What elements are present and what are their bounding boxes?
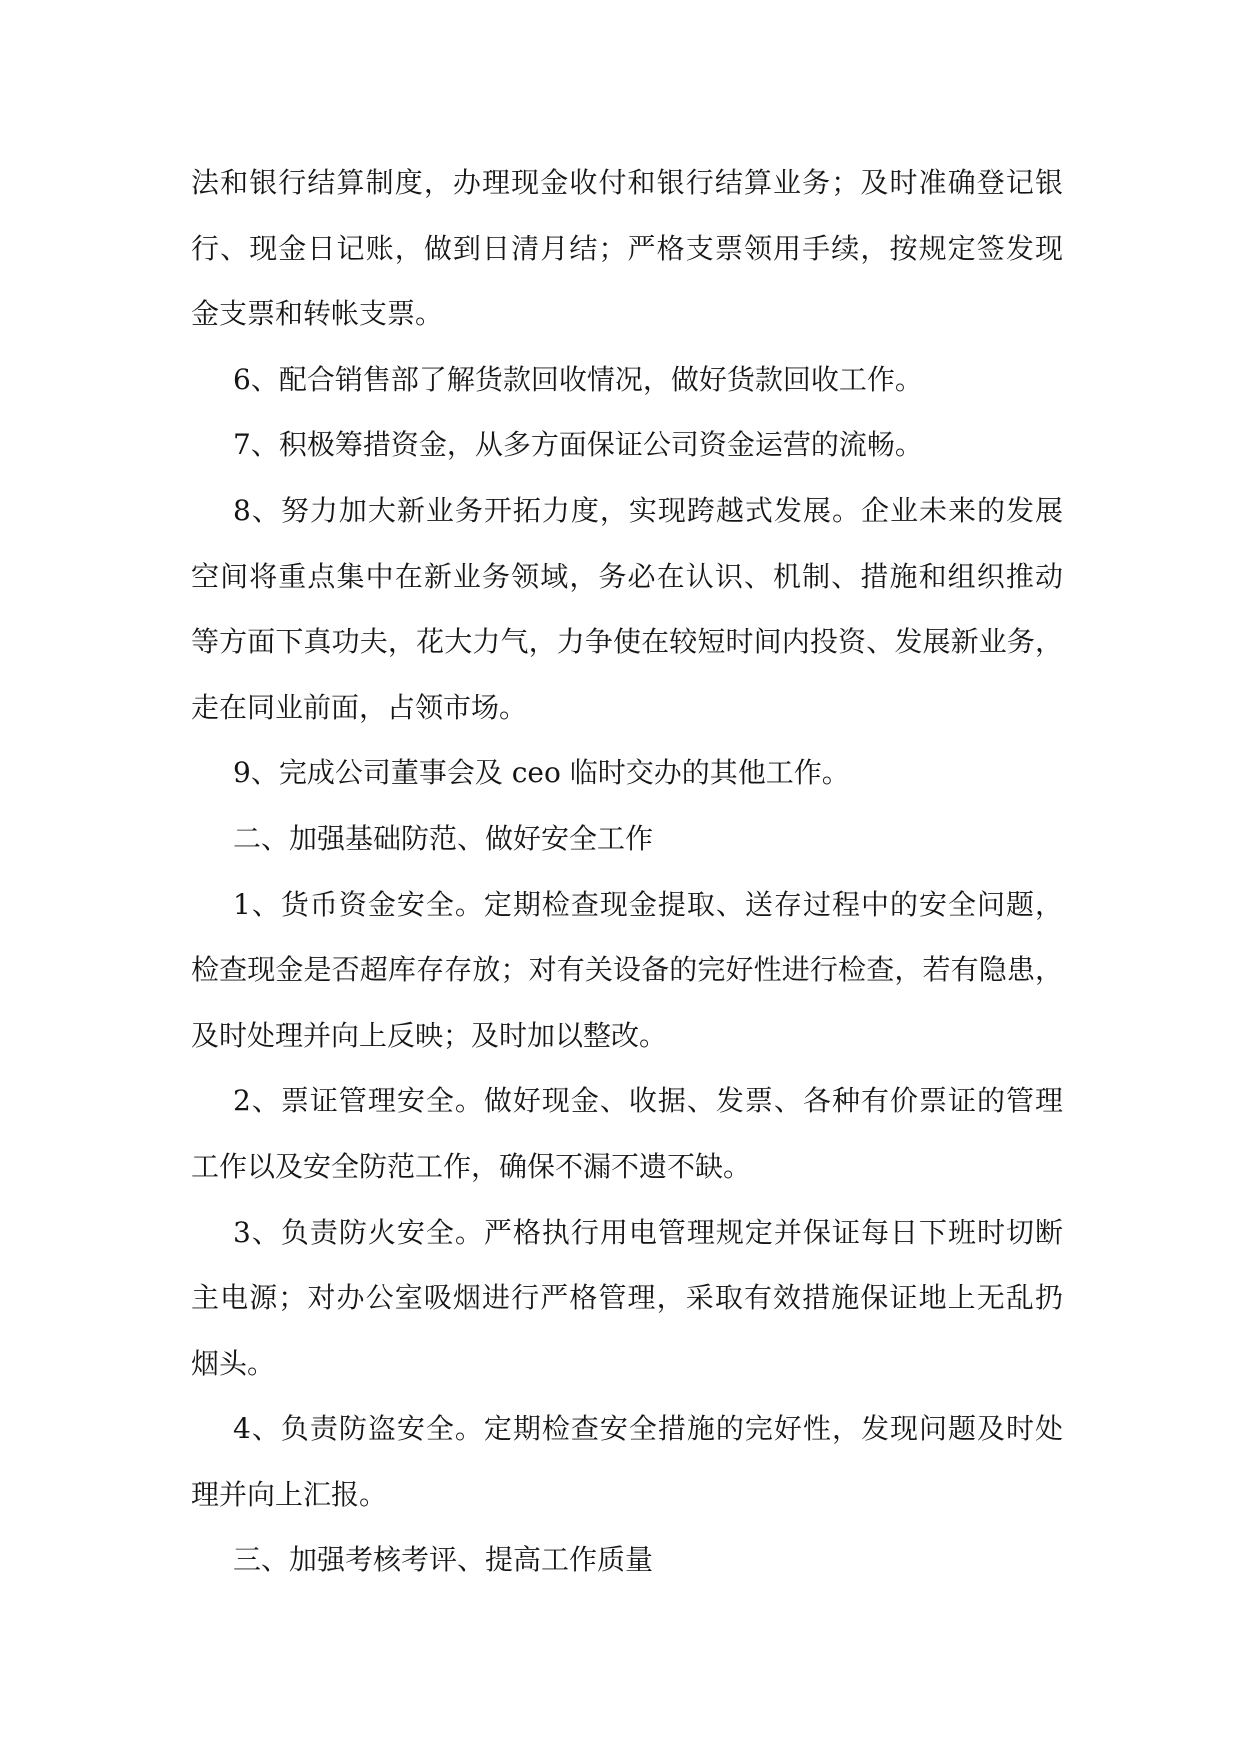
section-heading-2 [191, 806, 1063, 872]
list-item-6 [191, 347, 1063, 413]
text-line: 烟头。 [191, 1346, 276, 1380]
text-line: 金支票和转帐支票。 [191, 297, 444, 331]
paragraph-continued [191, 150, 1063, 347]
list-item-1 [191, 872, 1063, 1069]
document-body [191, 150, 1063, 1593]
list-item-9 [191, 740, 1063, 806]
text-line: 1、货币资金安全。定期检查现金提取、送存过程中的安全问题， [233, 887, 1063, 921]
section-heading: 三、加强考核考评、提高工作质量 [233, 1543, 654, 1577]
text-line: 及时处理并向上反映；及时加以整改。 [191, 1018, 668, 1052]
text-line: 7、积极筹措资金，从多方面保证公司资金运营的流畅。 [233, 428, 923, 462]
text-line: 8、努力加大新业务开拓力度，实现跨越式发展。企业未来的发展 [233, 493, 1063, 527]
list-item-3 [191, 1200, 1063, 1397]
list-item-2 [191, 1068, 1063, 1199]
text-line: 检查现金是否超库存存放；对有关设备的完好性进行检查，若有隐患， [191, 953, 1063, 987]
text-line: 主电源；对办公室吸烟进行严格管理，采取有效措施保证地上无乱扔 [191, 1281, 1063, 1315]
text-line: 2、票证管理安全。做好现金、收据、发票、各种有价票证的管理 [233, 1084, 1063, 1118]
text-line: 理并向上汇报。 [191, 1477, 388, 1511]
section-heading-3 [191, 1527, 1063, 1593]
list-item-8 [191, 478, 1063, 740]
text-line: 6、配合销售部了解货款回收情况，做好货款回收工作。 [233, 362, 923, 396]
text-line: 等方面下真功夫，花大力气，力争使在较短时间内投资、发展新业务， [191, 625, 1063, 659]
text-line: 4、负责防盗安全。定期检查安全措施的完好性，发现问题及时处 [233, 1412, 1063, 1446]
text-line: 走在同业前面，占领市场。 [191, 690, 528, 724]
list-item-4 [191, 1396, 1063, 1527]
text-line: 法和银行结算制度，办理现金收付和银行结算业务；及时准确登记银 [191, 166, 1063, 199]
text-line: 工作以及安全防范工作，确保不漏不遗不缺。 [191, 1149, 752, 1183]
text-line: 9、完成公司董事会及 ceo 临时交办的其他工作。 [233, 756, 850, 790]
section-heading: 二、加强基础防范、做好安全工作 [233, 821, 654, 855]
text-line: 行、现金日记账，做到日清月结；严格支票领用手续，按规定签发现 [191, 231, 1063, 265]
text-line: 空间将重点集中在新业务领域，务必在认识、机制、措施和组织推动 [191, 559, 1063, 593]
text-line: 3、负责防火安全。严格执行用电管理规定并保证每日下班时切断 [233, 1215, 1063, 1249]
list-item-7 [191, 412, 1063, 478]
